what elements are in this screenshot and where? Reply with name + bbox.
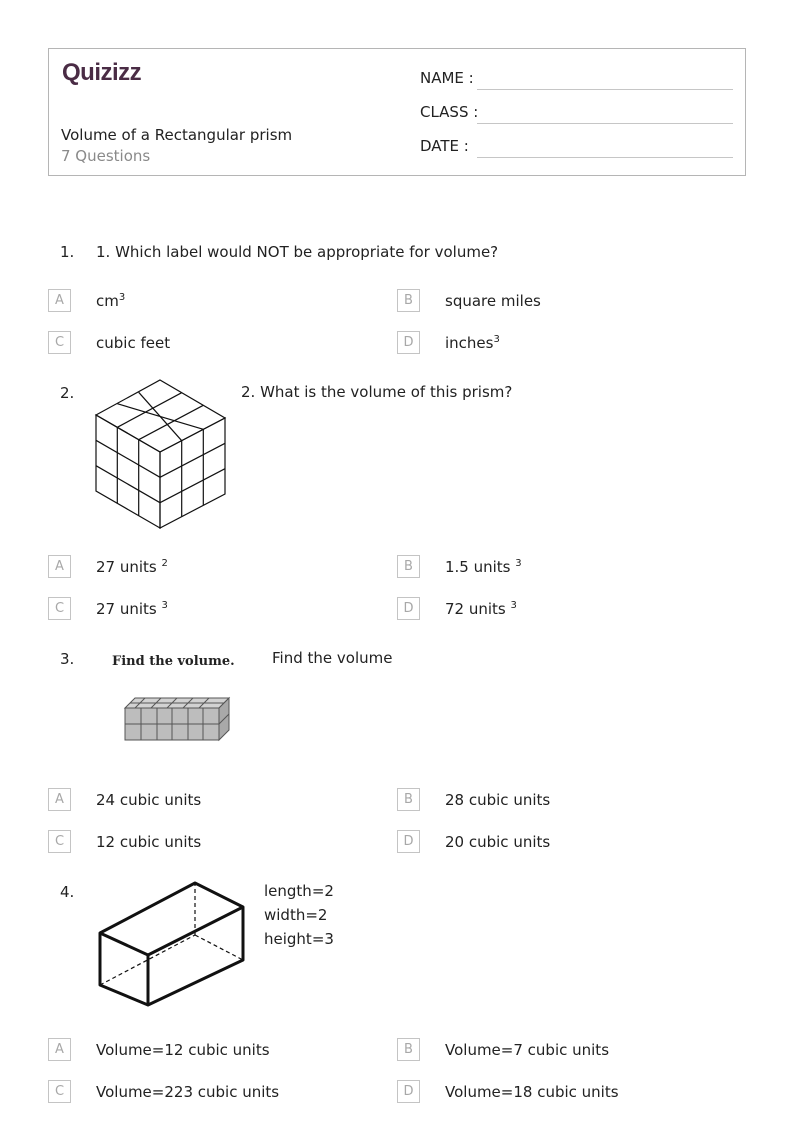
option-text: 1.5 units <box>445 558 516 576</box>
question-2-text: 2. What is the volume of this prism? <box>241 383 513 401</box>
option-text: cubic feet <box>96 334 171 352</box>
question-2-number: 2. <box>60 384 75 402</box>
width-line: width=2 <box>264 906 328 924</box>
option-text: Volume=12 cubic units <box>96 1041 270 1059</box>
option-text: 27 units <box>96 558 162 576</box>
option-text: 12 cubic units <box>96 833 202 851</box>
question-3-text: Find the volume <box>272 649 393 667</box>
q2-option-a-box[interactable]: A <box>48 555 71 578</box>
question-4-text <box>264 879 334 951</box>
q2-option-c-box[interactable]: C <box>48 597 71 620</box>
superscript: 2 <box>161 558 168 569</box>
superscript: 3 <box>118 292 126 303</box>
option-text: 20 cubic units <box>445 833 551 851</box>
question-4-number: 4. <box>60 883 75 901</box>
option-text: 28 cubic units <box>445 791 551 809</box>
superscript: 3 <box>161 600 168 611</box>
question-3-number: 3. <box>60 650 75 668</box>
worksheet-title: Volume of a Rectangular prism <box>61 126 293 144</box>
q4-option-a[interactable] <box>96 1041 270 1059</box>
date-label: DATE : <box>420 137 469 155</box>
option-text: cm <box>96 292 119 310</box>
option-text: square miles <box>445 292 541 310</box>
question-1-number: 1. <box>60 243 75 261</box>
superscript: 3 <box>510 600 517 611</box>
option-text: 72 units <box>445 600 511 618</box>
superscript: 3 <box>515 558 522 569</box>
q4-option-b-box[interactable]: B <box>397 1038 420 1061</box>
image-caption: Find the volume. <box>112 654 235 669</box>
option-text: Volume=7 cubic units <box>445 1041 610 1059</box>
option-text: 27 units <box>96 600 162 618</box>
q1-option-b-box[interactable]: B <box>397 289 420 312</box>
q4-option-c[interactable] <box>96 1083 279 1101</box>
q3-option-b-box[interactable]: B <box>397 788 420 811</box>
class-label: CLASS : <box>420 103 479 121</box>
q2-option-d-box[interactable]: D <box>397 597 420 620</box>
option-text: 24 cubic units <box>96 791 202 809</box>
question-count: 7 Questions <box>61 147 151 165</box>
q1-option-a-box[interactable]: A <box>48 289 71 312</box>
q1-option-c-box[interactable]: C <box>48 331 71 354</box>
q3-option-a-box[interactable]: A <box>48 788 71 811</box>
q2-option-b-box[interactable]: B <box>397 555 420 578</box>
q3-option-d-box[interactable]: D <box>397 830 420 853</box>
length-line: length=2 <box>264 882 334 900</box>
option-text: inches <box>445 334 494 352</box>
q4-option-c-box[interactable]: C <box>48 1080 71 1103</box>
q1-option-d-box[interactable]: D <box>397 331 420 354</box>
question-1-text: 1. Which label would NOT be appropriate for volume? <box>96 243 499 261</box>
q4-option-d[interactable] <box>445 1083 619 1101</box>
q4-option-d-box[interactable]: D <box>397 1080 420 1103</box>
option-text: Volume=18 cubic units <box>445 1083 619 1101</box>
q4-option-a-box[interactable]: A <box>48 1038 71 1061</box>
option-text: Volume=223 cubic units <box>96 1083 280 1101</box>
q4-option-b[interactable] <box>445 1041 609 1059</box>
q3-option-c-box[interactable]: C <box>48 830 71 853</box>
height-line: height=3 <box>264 930 334 948</box>
name-label: NAME : <box>420 69 474 87</box>
quizizz-logo: Quizizz <box>62 59 142 86</box>
superscript: 3 <box>493 334 500 345</box>
